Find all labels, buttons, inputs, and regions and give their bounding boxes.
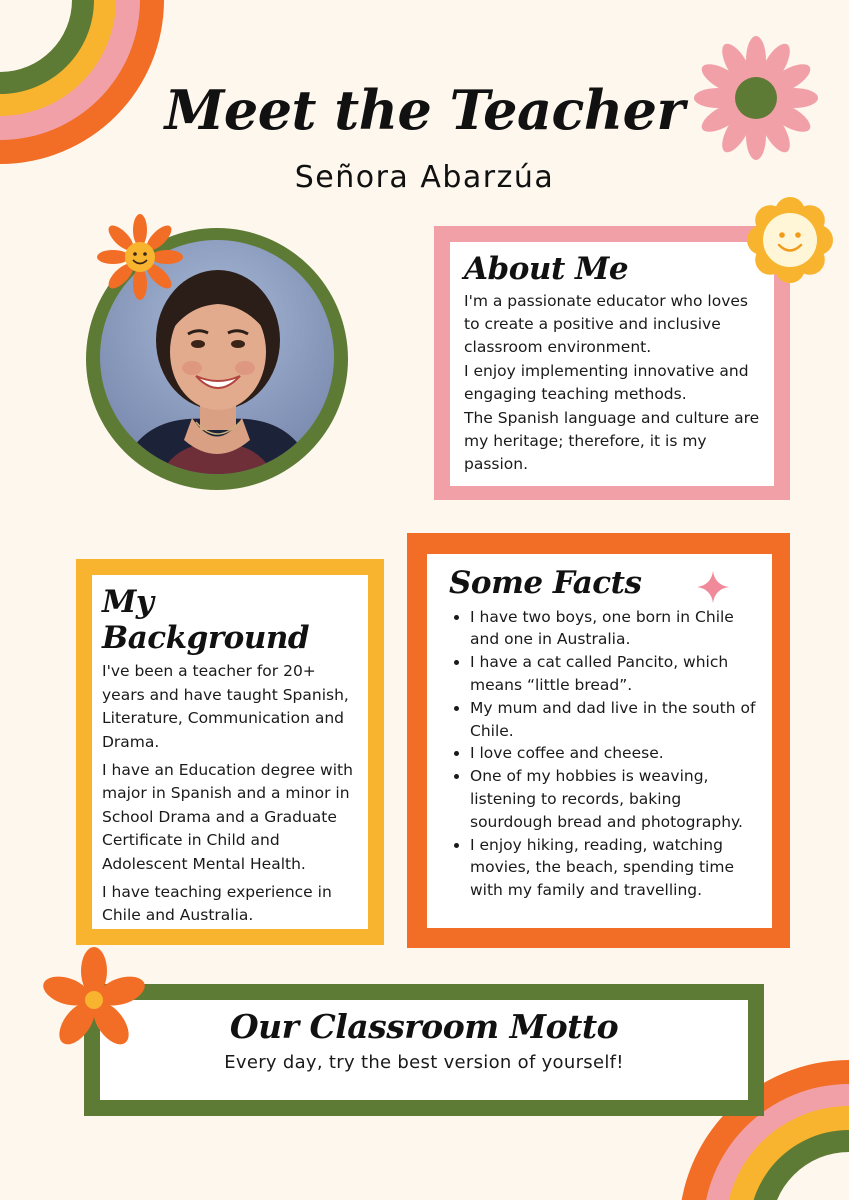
about-me-text: [464, 290, 760, 477]
orange-smiley-flower-icon: [95, 212, 185, 302]
orange-flower-icon: [40, 946, 148, 1054]
sparkle-star-icon: [696, 570, 730, 604]
fact-item: • I love coffee and cheese.: [470, 742, 762, 765]
motto-heading: Our Classroom Motto: [229, 1007, 619, 1046]
background-paragraph: I have an Education degree with major in Spanish and a minor in School Drama and a Graduate Certificate in Child and Adolescent Mental Health.: [102, 760, 353, 873]
my-background-card: [76, 559, 384, 945]
my-background-heading: My Background: [102, 584, 310, 656]
fact-item: • I have a cat called Pancito, which means “little bread”.: [470, 651, 762, 697]
background-paragraph: I've been a teacher for 20+ years and have taught Spanish, Literature, Communication and Drama.: [102, 662, 349, 751]
some-facts-heading: Some Facts: [449, 565, 642, 601]
my-background-text: [102, 660, 358, 927]
yellow-smiley-flower-icon: [744, 194, 836, 286]
facts-list: [449, 606, 762, 902]
fact-item: • One of my hobbies is weaving, listening to records, baking sourdough bread and photography.: [470, 765, 762, 833]
fact-item: • I have two boys, one born in Chile and one in Australia.: [470, 606, 762, 652]
some-facts-card: [407, 533, 790, 948]
classroom-motto-card: [84, 984, 764, 1116]
motto-text: Every day, try the best version of yourself!: [224, 1051, 624, 1073]
page-title: Meet the Teacher: [164, 78, 685, 142]
background-paragraph: I have teaching experience in Chile and Australia.: [102, 882, 332, 925]
fact-item: • My mum and dad live in the south of Chile.: [470, 697, 762, 743]
about-me-paragraph: The Spanish language and culture are my heritage; therefore, it is my passion.: [464, 408, 760, 474]
about-me-heading: About Me: [464, 251, 629, 287]
fact-item: • I enjoy hiking, reading, watching movies, the beach, spending time with my family and travelling.: [470, 834, 762, 902]
about-me-paragraph: I'm a passionate educator who loves to create a positive and inclusive classroom environment.: [464, 291, 748, 357]
teacher-name: Señora Abarzúa: [294, 160, 555, 195]
about-me-paragraph: I enjoy implementing innovative and engaging teaching methods.: [464, 361, 749, 404]
about-me-card: [434, 226, 790, 500]
